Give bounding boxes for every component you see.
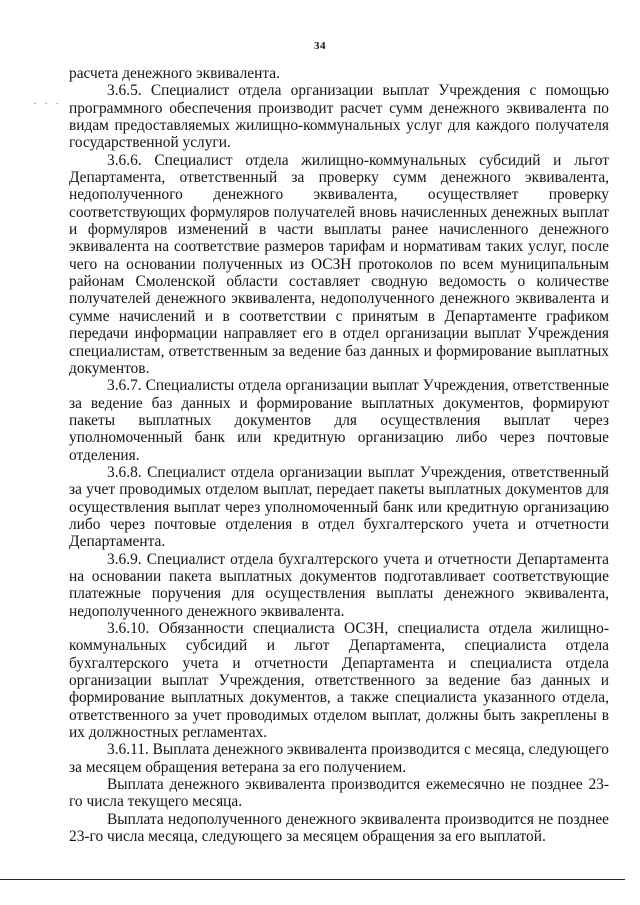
paragraph-3-6-7: 3.6.7. Специалисты отдела организации выплат Учреждения, ответственные за ведение баз данных и формирование выплатных документов, формируют пакеты выплатных документов для осуществления выплат через уполномоченный банк или кредитную организацию либо через почтовые отделения. xyxy=(69,377,609,464)
document-body xyxy=(69,65,609,845)
paragraph-3-6-6: 3.6.6. Специалист отдела жилищно-коммунальных субсидий и льгот Департамента, ответственный за проверку сумм денежного эквивалента, недополученного денежного эквивалента, осуществляет проверку соответствующих формуляров получателей вновь начисленных денежных выплат и формуляров изменений в части выплаты ранее начисленного денежного эквивалента на соответствие размеров тарифам и нормативам таких услуг, после чего на основании полученных из ОСЗН протоколов по всем муниципальным районам Смоленской области составляет сводную ведомость о количестве получателей денежного эквивалента, недополученного денежного эквивалента и сумме начислений и в соответствии с принятым в Департаменте графиком передачи информации направляет его в отдел организации выплат Учреждения специалистам, ответственным за ведение баз данных и формирование выплатных документов. xyxy=(69,151,609,377)
margin-mark: . . . xyxy=(34,96,62,107)
page-number: 34 xyxy=(314,40,326,52)
paragraph-3-6-10: 3.6.10. Обязанности специалиста ОСЗН, специалиста отдела жилищно-коммунальных субсидий и льгот Департамента, специалиста отдела бухгалтерского учета и отчетности Департамента и специалиста отдела организации выплат Учреждения, ответственного за ведение баз данных и формирование выплатных документов, а также специалиста указанного отдела, ответственного за учет проводимых отделом выплат, должны быть закреплены в их должностных регламентах. xyxy=(69,620,609,742)
paragraph-3-6-11: 3.6.11. Выплата денежного эквивалента производится с месяца, следующего за месяцем обращения ветерана за его получением. xyxy=(69,741,609,776)
paragraph-3-6-9: 3.6.9. Специалист отдела бухгалтерского учета и отчетности Департамента на основании пакета выплатных документов подготавливает соответствующие платежные поручения для осуществления выплаты денежного эквивалента, недополученного денежного эквивалента. xyxy=(69,550,609,620)
paragraph-3-6-8: 3.6.8. Специалист отдела организации выплат Учреждения, ответственный за учет проводимых отделом выплат, передает пакеты выплатных документов для осуществления выплат через уполномоченный банк или кредитную организацию либо через почтовые отделения в отдел бухгалтерского учета и отчетности Департамента. xyxy=(69,463,609,551)
footer-divider xyxy=(0,879,625,880)
paragraph-unpaid-payment: Выплата недополученного денежного эквивалента производится не позднее 23-го числа месяца, следующего за месяцем обращения за его выплатой. xyxy=(69,810,609,846)
paragraph-monthly-payment: Выплата денежного эквивалента производится ежемесячно не позднее 23-го числа текущего месяца. xyxy=(69,776,609,811)
paragraph-3-6-5: 3.6.5. Специалист отдела организации выплат Учреждения с помощью программного обеспечения производит расчет сумм денежного эквивалента по видам предоставляемых жилищно-коммунальных услуг для каждого получателя государственной услуги. xyxy=(69,82,609,152)
paragraph-continuation: расчета денежного эквивалента. xyxy=(69,65,280,82)
